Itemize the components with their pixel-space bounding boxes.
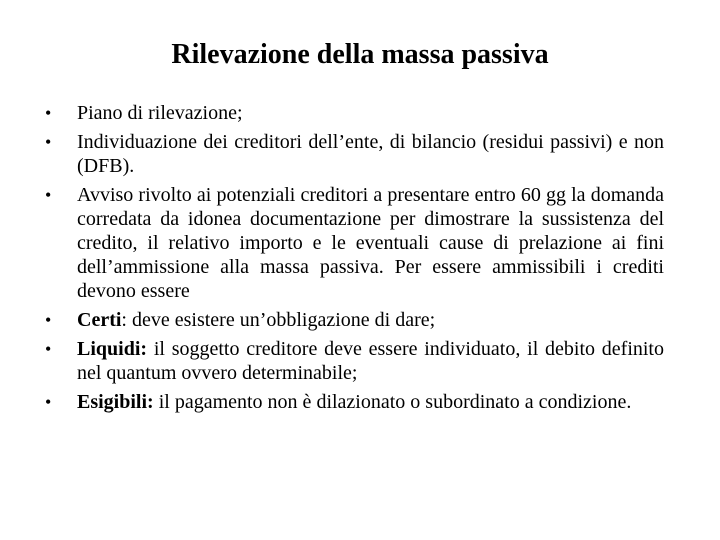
item-text: il soggetto creditore deve essere individuato, il debito definito nel quantum ovvero determinabile; — [77, 338, 664, 384]
list-item — [42, 130, 664, 178]
bullet-icon: • — [45, 103, 52, 123]
item-text: Avviso rivolto ai potenziali creditori a presentare entro 60 gg la domanda corredata da idonea documentazione per dimostrare la sussistenza del credito, il relativo importo e le eventuali cause di prelazione ai fini dell’ammissione alla massa passiva. Per essere ammissibili i crediti devono essere — [77, 184, 664, 302]
item-term: Esigibili: — [77, 391, 154, 413]
bullet-icon: • — [45, 132, 52, 152]
list-item — [42, 337, 664, 385]
item-text: Individuazione dei creditori dell’ente, di bilancio (residui passivi) e non (DFB). — [77, 131, 664, 177]
list-item — [42, 101, 664, 125]
list-item — [42, 183, 664, 303]
item-term: Certi — [77, 309, 122, 331]
bullet-icon: • — [45, 339, 52, 359]
item-text: : deve esistere un’obbligazione di dare; — [121, 309, 436, 331]
list-item — [42, 390, 664, 414]
item-term: Liquidi: — [77, 338, 148, 360]
list-item — [42, 308, 664, 332]
bullet-list — [42, 101, 664, 419]
bullet-icon: • — [45, 392, 52, 412]
bullet-icon: • — [45, 185, 52, 205]
bullet-icon: • — [45, 310, 52, 330]
item-text: Piano di rilevazione; — [77, 102, 243, 124]
slide-title: Rilevazione della massa passiva — [171, 39, 549, 70]
item-text: il pagamento non è dilazionato o subordinato a condizione. — [153, 391, 632, 413]
